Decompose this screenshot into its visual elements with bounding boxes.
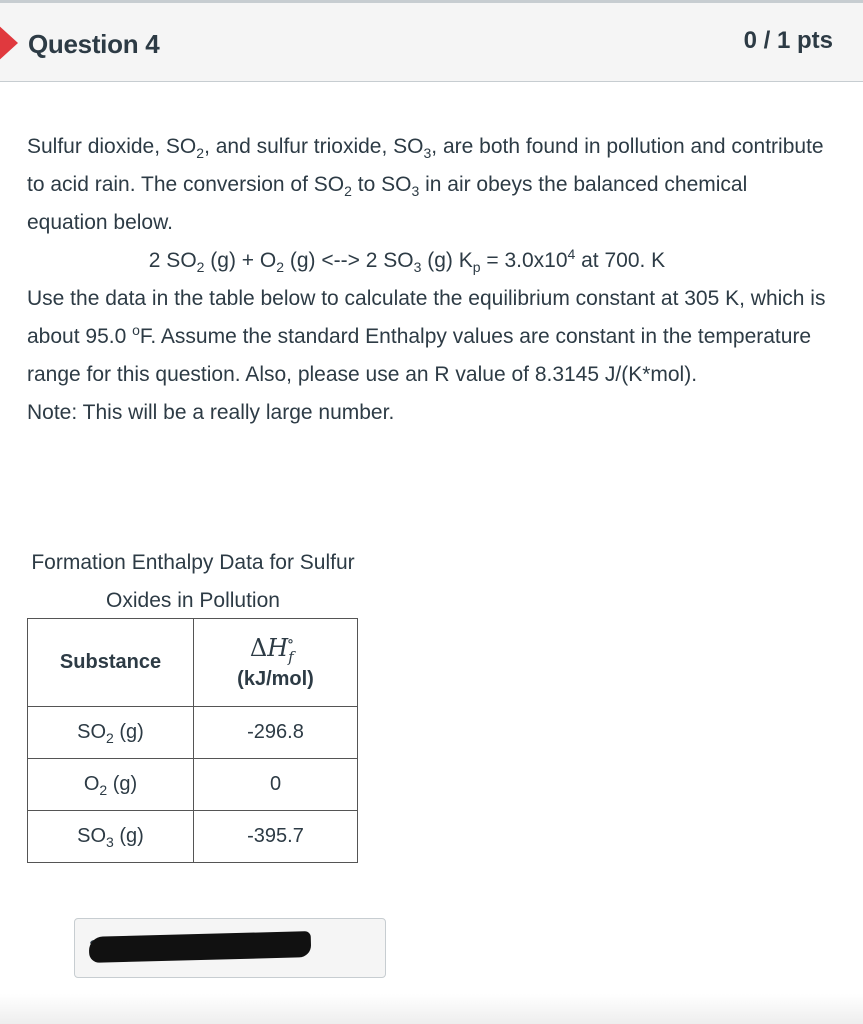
substance-cell: $SO_2$ (g) bbox=[28, 707, 194, 759]
table-row bbox=[28, 811, 358, 863]
chemical-equation: 2 $SO_2$ $(g) + O_2$ (g) <--> 2 $SO_3$ (g) $K_p = 3.0x10^4$ at 700. K bbox=[148, 246, 666, 276]
question-note: Note: This will be a really large number. bbox=[27, 401, 395, 424]
substance-cell: $SO_3$ (g) bbox=[28, 811, 194, 863]
question-header bbox=[0, 3, 863, 82]
enthalpy-table bbox=[27, 618, 358, 863]
column-header-enthalpy bbox=[194, 619, 358, 707]
question-text bbox=[27, 128, 827, 432]
question-paragraph-1: Sulfur dioxide, $SO_2$, and sulfur trioxide, $SO_3$, are both found in pollution and contribute to acid rain. The conversion of $SO_2$ to $SO_3$ in air obeys the balanced chemical equation below. bbox=[27, 135, 824, 234]
bottom-edge bbox=[0, 994, 863, 1024]
enthalpy-symbol: $\Delta H_f^\circ$ bbox=[249, 632, 295, 666]
table-row bbox=[28, 759, 358, 811]
enthalpy-unit: (kJ/mol) bbox=[237, 668, 314, 690]
table-caption: Formation Enthalpy Data for Sulfur Oxides in Pollution bbox=[31, 551, 355, 612]
question-title: Question 4 bbox=[28, 29, 160, 59]
column-header-substance: Substance bbox=[28, 619, 194, 707]
question-paragraph-2: Use the data in the table below to calculate the equilibrium constant at 305 K, which is about 95.0 $^o$F. Assume the standard Enthalpy values are constant in the temperature range for this question. Also, please use an R value of 8.3145 J/(K*mol). bbox=[27, 287, 826, 386]
incorrect-marker-icon bbox=[0, 23, 18, 63]
answer-field[interactable] bbox=[74, 918, 386, 978]
enthalpy-value-cell: 0 bbox=[194, 759, 358, 811]
redaction-scribble bbox=[89, 931, 312, 963]
enthalpy-value-cell: -395.7 bbox=[194, 811, 358, 863]
substance-cell: $O_2$ (g) bbox=[28, 759, 194, 811]
enthalpy-value-cell: -296.8 bbox=[194, 707, 358, 759]
table-row bbox=[28, 707, 358, 759]
table-header-row bbox=[28, 619, 358, 707]
question-points: 0 / 1 pts bbox=[743, 27, 833, 54]
